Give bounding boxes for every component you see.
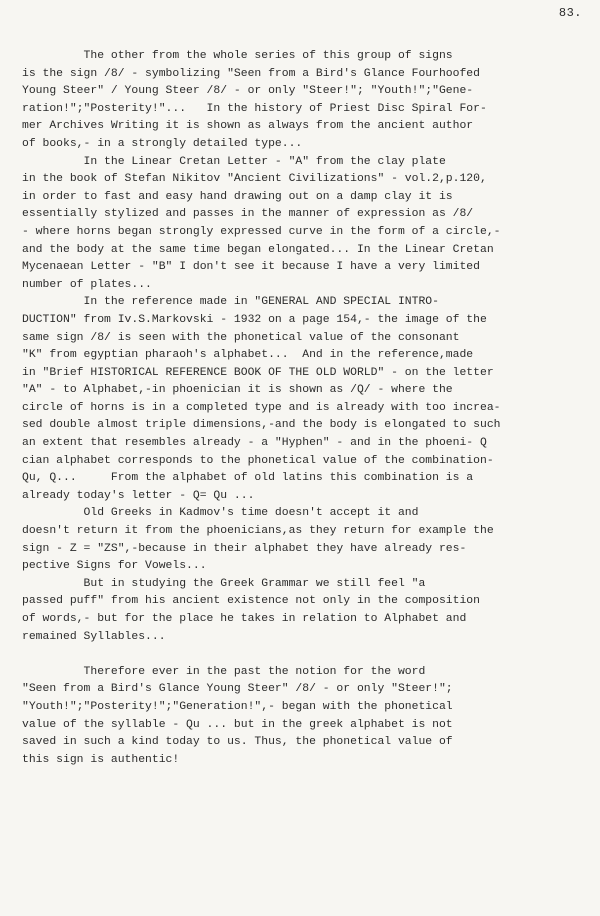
text-line: doesn't return it from the phoenicians,as they return for example the [22,525,494,538]
text-line: "Seen from a Bird's Glance Young Steer" /8/ - or only "Steer!"; [22,683,453,696]
text-line: this sign is authentic! [22,753,180,766]
text-line: pective Signs for Vowels... [22,560,207,573]
text-line: In the reference made in "GENERAL AND SPECIAL INTRO- [22,296,439,309]
text-line: in "Brief HISTORICAL REFERENCE BOOK OF THE OLD WORLD" - on the letter [22,366,494,379]
text-line: already today's letter - Q= Qu ... [22,489,255,502]
text-line: circle of horns is in a completed type and is already with too increa- [22,401,501,414]
text-line: Old Greeks in Kadmov's time doesn't accept it and [22,507,419,520]
text-line: cian alphabet corresponds to the phonetical value of the combination- [22,454,494,467]
text-line [22,646,582,664]
text-line: is the sign /8/ - symbolizing "Seen from a Bird's Glance Fourhoofed [22,67,480,80]
text-line: passed puff" from his ancient existence not only in the composition [22,595,480,608]
text-line: of words,- but for the place he takes in relation to Alphabet and [22,613,467,625]
text-line: Therefore ever in the past the notion for the word [22,665,426,678]
text-line: sign - Z = "ZS",-because in their alphabet they have already res- [22,542,467,555]
page-number: 83. [558,6,582,20]
text-line: But in studying the Greek Grammar we still feel "a [22,577,426,590]
text-line: an extent that resembles already - a "Hyphen" - and in the phoeni- Q [22,437,487,450]
text-line: essentially stylized and passes in the manner of expression as /8/ [22,208,474,221]
text-line: same sign /8/ is seen with the phonetical value of the consonant [22,331,460,344]
text-line: The other from the whole series of this group of signs [22,50,453,62]
text-line: mer Archives Writing it is shown as always from the ancient author [22,120,474,133]
text-line: sed double almost triple dimensions,-and the body is elongated to such [22,419,501,432]
text-line: - where horns began strongly expressed curve in the form of a circle,- [22,225,501,238]
text-line: of books,- in a strongly detailed type... [22,137,303,150]
text-line: remained Syllables... [22,630,166,643]
typewritten-body [22,48,582,769]
text-line: ration!";"Posterity!"... In the history of Priest Disc Spiral For- [22,102,487,115]
text-line: and the body at the same time began elongated... In the Linear Cretan [22,243,494,256]
text-line: in the book of Stefan Nikitov "Ancient Civilizations" - vol.2,p.120, [22,173,487,186]
text-line: DUCTION" from Iv.S.Markovski - 1932 on a page 154,- the image of the [22,313,487,326]
text-line: Qu, Q... From the alphabet of old latins this combination is a [22,472,474,485]
text-line: Young Steer" / Young Steer /8/ - or only "Steer!"; "Youth!";"Gene- [22,85,474,98]
text-line: "K" from egyptian pharaoh's alphabet... And in the reference,made [22,349,474,362]
text-line: "Youth!";"Posterity!";"Generation!",- began with the phonetical [22,700,453,713]
text-line: Mycenaean Letter - "B" I don't see it because I have a very limited [22,261,480,274]
text-line: value of the syllable - Qu ... but in the greek alphabet is not [22,718,453,731]
text-line: saved in such a kind today to us. Thus, the phonetical value of [22,736,453,749]
text-line: "A" - to Alphabet,-in phoenician it is shown as /Q/ - where the [22,384,453,397]
text-line: in order to fast and easy hand drawing out on a damp clay it is [22,190,453,203]
text-line: number of plates... [22,278,152,291]
text-line: In the Linear Cretan Letter - "A" from the clay plate [22,155,446,168]
